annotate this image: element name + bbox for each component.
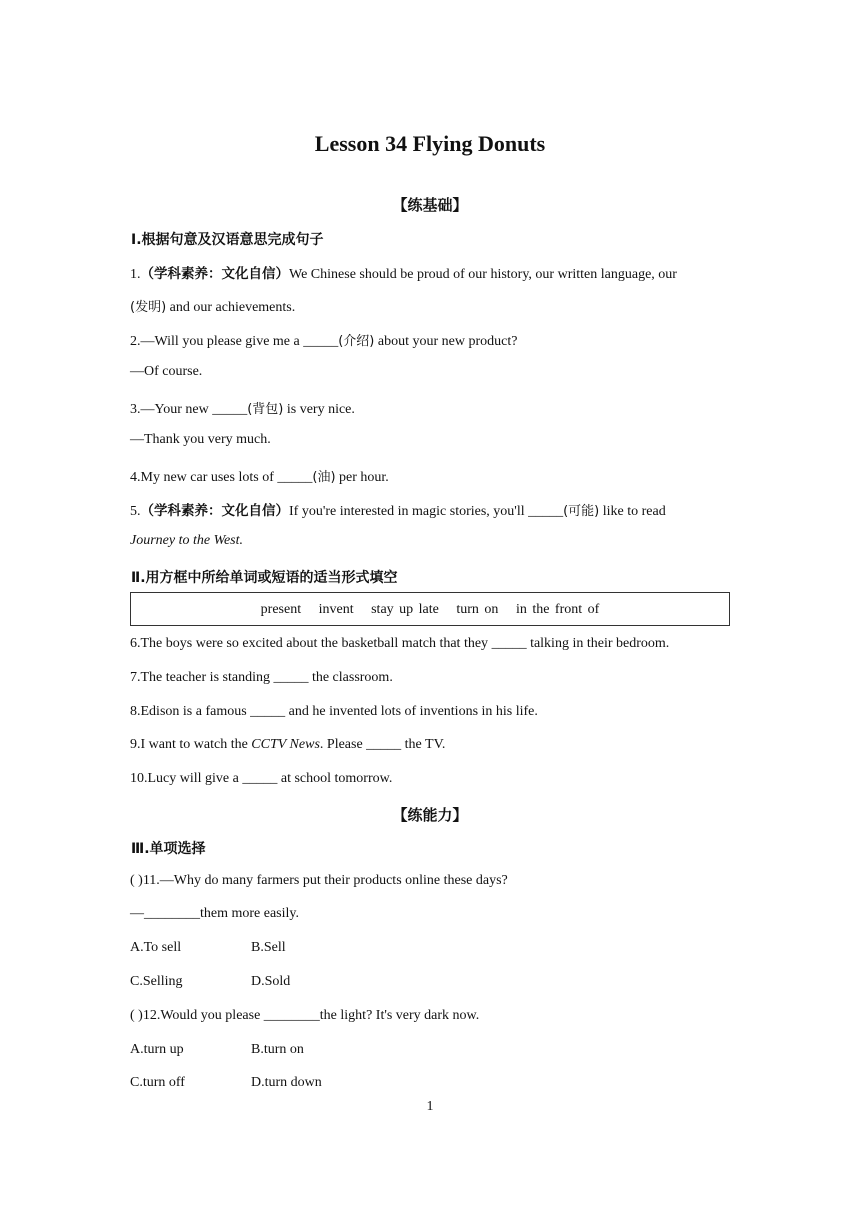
option-c: C.turn off (130, 1075, 185, 1090)
question-2-reply: —Of course. (130, 364, 203, 379)
word-box-item: in the front of (515, 602, 600, 617)
question-3: 3.—Your new _____(背包) is very nice. (130, 402, 355, 417)
part2-heading: Ⅱ.用方框中所给单词或短语的适当形式填空 (131, 570, 398, 586)
answer-blank[interactable]: _____ (303, 334, 339, 349)
answer-blank[interactable]: _____ (273, 670, 309, 685)
part3-heading: Ⅲ.单项选择 (131, 841, 206, 857)
answer-blank[interactable]: _____ (277, 470, 313, 485)
word-box (130, 592, 730, 626)
question-4: 4.My new car uses lots of _____(油) per hour. (130, 470, 389, 485)
answer-blank[interactable]: _____ (250, 704, 286, 719)
option-b: B.Sell (251, 940, 286, 955)
question-2: 2.—Will you please give me a _____(介绍) about your new product? (130, 334, 518, 349)
word-box-item: stay up late (371, 602, 439, 617)
answer-blank[interactable]: _____ (491, 636, 527, 651)
question-11: ( )11.—Why do many farmers put their products online these days? (130, 873, 508, 888)
option-b: B.turn on (251, 1042, 304, 1057)
option-a: A.To sell (130, 940, 182, 955)
option-c: C.Selling (130, 974, 183, 989)
question-7: 7.The teacher is standing _____ the classroom. (130, 670, 393, 685)
question-10: 10.Lucy will give a _____ at school tomorrow. (130, 771, 393, 786)
answer-blank[interactable]: _____ (528, 504, 564, 519)
question-11-reply: —________them more easily. (130, 906, 300, 921)
word-box-item: present (260, 602, 302, 617)
lesson-title: Lesson 34 Flying Donuts (314, 131, 546, 156)
word-box-item: invent (318, 602, 354, 617)
answer-paren[interactable]: ( ) (130, 1008, 143, 1023)
part1-heading: Ⅰ.根据句意及汉语意思完成句子 (131, 232, 324, 248)
question-3-reply: —Thank you very much. (130, 432, 271, 447)
book-title: Journey to the West. (130, 533, 244, 548)
question-8: 8.Edison is a famous _____ and he invented lots of inventions in his life. (130, 704, 538, 719)
option-d: D.Sold (251, 974, 291, 989)
question-6: 6.The boys were so excited about the basketball match that they _____ talking in their bedroom. (130, 636, 670, 651)
section-basic-heading: 【练基础】 (392, 196, 468, 214)
question-12: ( )12.Would you please ________the light? It's very dark now. (130, 1008, 480, 1023)
section-ability-heading: 【练能力】 (392, 806, 468, 824)
answer-blank[interactable]: _____ (366, 737, 402, 752)
option-a: A.turn up (130, 1042, 184, 1057)
page-number: 1 (426, 1099, 434, 1114)
question-1: 1.（学科素养：文化自信）We Chinese should be proud of our history, our written language, our (130, 266, 677, 282)
answer-blank[interactable]: _____ (212, 402, 248, 417)
word-box-item: turn on (456, 602, 499, 617)
answer-paren[interactable]: ( ) (130, 873, 143, 888)
question-1-continued: (发明) and our achievements. (130, 300, 296, 315)
answer-blank[interactable]: ________ (263, 1008, 320, 1023)
question-9: 9.I want to watch the CCTV News. Please _____ the TV. (130, 737, 446, 752)
answer-blank[interactable]: —________ (130, 906, 200, 921)
option-d: D.turn down (251, 1075, 322, 1090)
question-5: 5.（学科素养：文化自信）If you're interested in magic stories, you'll _____(可能) like to read (130, 503, 666, 519)
answer-blank[interactable]: _____ (242, 771, 278, 786)
